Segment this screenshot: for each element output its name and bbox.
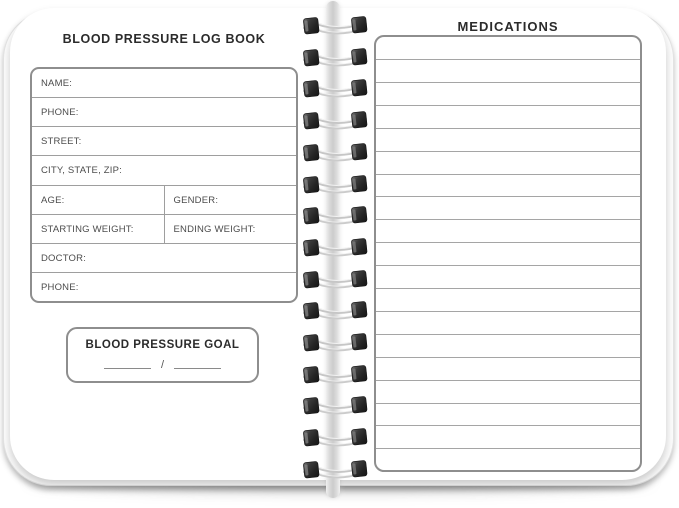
spiral-coil <box>302 204 368 230</box>
spiral-coil <box>302 268 368 294</box>
form-field-doctor-phone <box>32 273 296 301</box>
blood-pressure-goal-box <box>66 327 259 383</box>
form-label: DOCTOR: <box>41 252 87 264</box>
form-label: PHONE: <box>41 281 79 293</box>
form-field-phone <box>32 98 296 126</box>
form-field-age <box>32 186 165 214</box>
medication-line <box>376 288 640 289</box>
medication-line <box>376 105 640 106</box>
spiral-coil <box>302 299 368 325</box>
form-row-street <box>32 127 296 156</box>
form-row-weights <box>32 215 296 244</box>
spiral-coil <box>302 363 368 389</box>
medication-line <box>376 311 640 312</box>
right-page-title: MEDICATIONS <box>457 19 559 34</box>
systolic-blank <box>104 359 151 369</box>
medication-line <box>376 265 640 266</box>
spiral-coil <box>302 173 368 199</box>
form-label: NAME: <box>41 78 73 89</box>
form-field-ending-weight <box>165 215 297 243</box>
medication-line <box>376 448 640 449</box>
form-row-age-gender <box>32 186 296 215</box>
left-page-title: BLOOD PRESSURE LOG BOOK <box>62 32 266 46</box>
spiral-coil <box>302 77 368 103</box>
form-row-doctor-phone <box>32 273 296 301</box>
medication-line <box>376 242 640 243</box>
spiral-coil <box>302 109 368 135</box>
form-label: GENDER: <box>173 194 219 206</box>
medication-line <box>376 128 640 129</box>
form-label: ENDING WEIGHT: <box>173 223 256 235</box>
form-field-doctor <box>32 244 296 272</box>
spiral-coil <box>302 458 368 484</box>
right-page <box>333 8 666 480</box>
spiral-coil <box>302 14 368 40</box>
spiral-coil <box>302 394 368 420</box>
goal-separator: / <box>160 359 165 371</box>
spiral-coil <box>302 236 368 262</box>
form-row-phone <box>32 98 296 127</box>
form-label: CITY, STATE, ZIP: <box>41 165 122 177</box>
medication-line <box>376 380 640 381</box>
form-label: AGE: <box>41 194 65 206</box>
form-label: STREET: <box>41 136 82 148</box>
medication-line <box>376 357 640 358</box>
medication-line <box>376 151 640 152</box>
spiral-coil <box>302 46 368 72</box>
medication-line <box>376 219 640 220</box>
left-page <box>10 8 333 480</box>
diastolic-blank <box>174 359 221 369</box>
medication-line <box>376 174 640 175</box>
medication-line <box>376 82 640 83</box>
spiral-coil <box>302 331 368 357</box>
form-field-gender <box>165 186 297 214</box>
medication-line <box>376 425 640 426</box>
contact-info-form <box>30 67 298 303</box>
medications-list-box <box>374 35 642 472</box>
form-field-city-state-zip <box>32 156 296 184</box>
medication-line <box>376 334 640 335</box>
spiral-coil <box>302 141 368 167</box>
form-label: STARTING WEIGHT: <box>41 223 134 235</box>
form-field-street <box>32 127 296 155</box>
form-row-name <box>32 69 296 98</box>
form-label: PHONE: <box>41 107 79 119</box>
form-field-starting-weight <box>32 215 165 243</box>
medication-line <box>376 196 640 197</box>
spiral-coil <box>302 426 368 452</box>
goal-box-title: BLOOD PRESSURE GOAL <box>85 339 240 351</box>
form-field-name <box>32 69 296 97</box>
goal-entry-line <box>68 359 257 373</box>
medication-line <box>376 59 640 60</box>
form-row-city-state-zip <box>32 156 296 185</box>
medication-line <box>376 403 640 404</box>
form-row-doctor <box>32 244 296 273</box>
